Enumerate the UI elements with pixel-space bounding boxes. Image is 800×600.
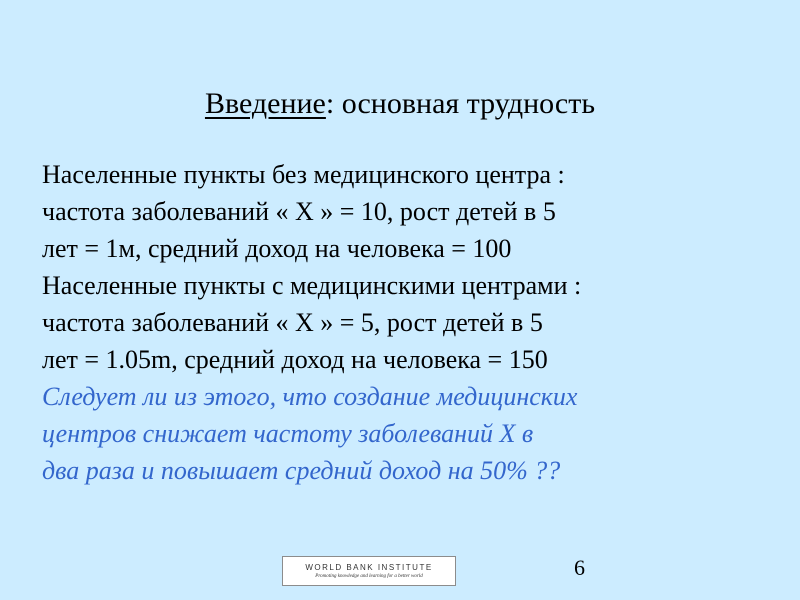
paragraph-line: частота заболеваний « Х » = 5, рост детей в 5 bbox=[42, 308, 543, 337]
logo-tagline: Promoting knowledge and learning for a better world bbox=[315, 574, 423, 579]
slide-body bbox=[42, 156, 782, 489]
paragraph-with-centers bbox=[42, 267, 782, 378]
paragraph-without-center bbox=[42, 156, 782, 267]
logo-name: WORLD BANK INSTITUTE bbox=[305, 563, 433, 572]
slide-title-underlined: Введение bbox=[204, 87, 326, 120]
paragraph-line: Населенные пункты с медицинскими центрами : bbox=[42, 271, 582, 300]
paragraph-line: частота заболеваний « Х » = 10, рост детей в 5 bbox=[42, 197, 556, 226]
world-bank-institute-logo bbox=[282, 556, 456, 586]
question-line: два раза и повышает средний доход на 50% ?? bbox=[42, 456, 561, 485]
question-paragraph bbox=[42, 378, 782, 489]
paragraph-line: лет = 1м, средний доход на человека = 100 bbox=[42, 234, 512, 263]
slide-title-rest: : основная трудность bbox=[325, 87, 596, 120]
paragraph-line: лет = 1.05m, средний доход на человека = 150 bbox=[42, 345, 548, 374]
slide-title bbox=[0, 84, 800, 124]
paragraph-line: Населенные пункты без медицинского центра : bbox=[42, 160, 565, 189]
question-line: центров снижает частоту заболеваний Х в bbox=[42, 419, 534, 448]
question-line: Следует ли из этого, что создание медицинских bbox=[42, 382, 578, 411]
page-number: 6 bbox=[574, 555, 585, 580]
